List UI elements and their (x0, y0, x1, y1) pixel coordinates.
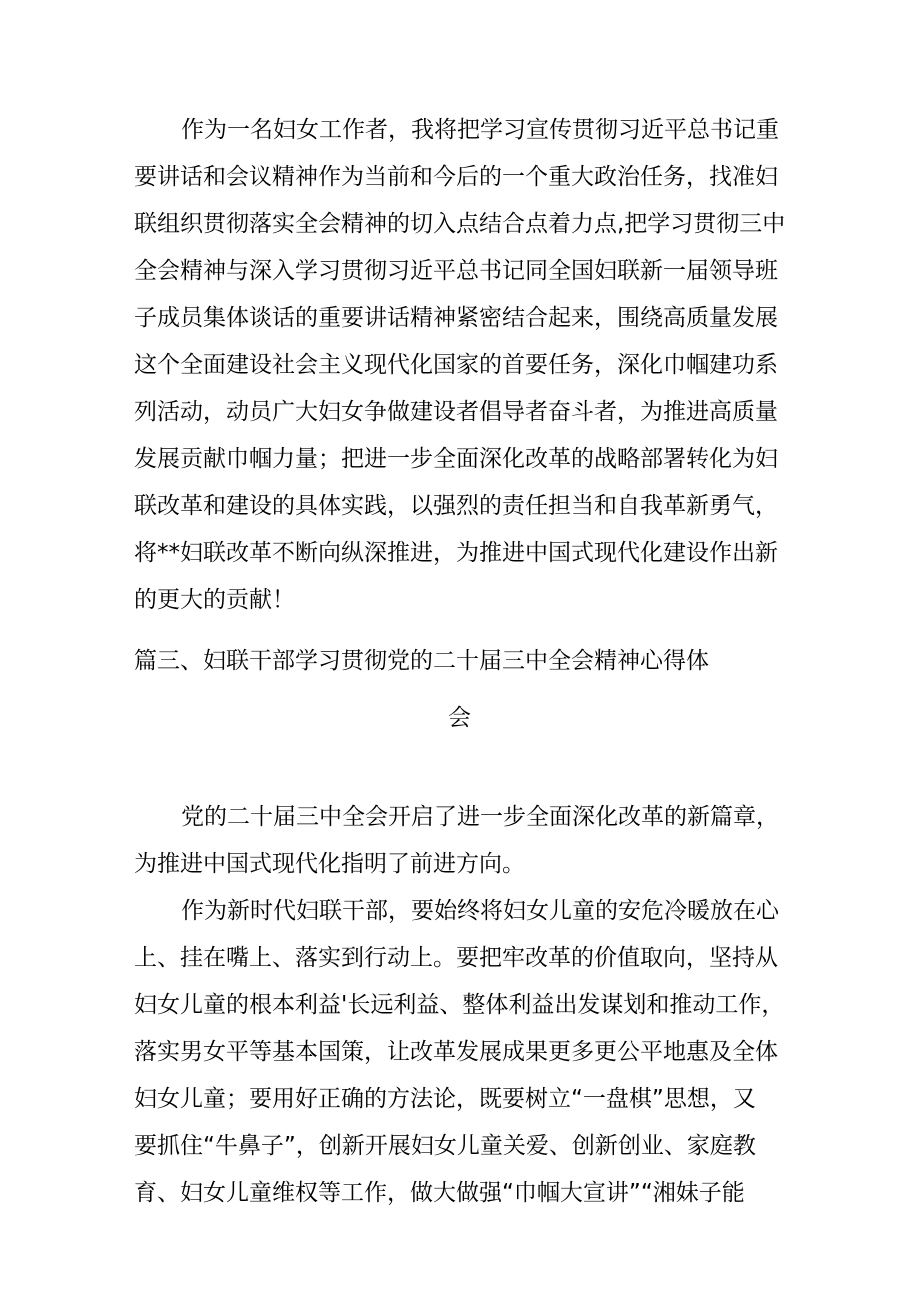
paragraph-line: 要抓住“牛鼻子”，创新开展妇女儿童关爱、创新创业、家庭教 (134, 1133, 756, 1159)
paragraph-line: 妇女儿童的根本利益'长远利益、整体利益出发谋划和推动工作， (134, 992, 785, 1018)
paragraph-line: 的更大的贡献！ (134, 587, 295, 613)
paragraph-line: 党的二十届三中全会开启了进一步全面深化改革的新篇章， (181, 804, 779, 830)
heading-line: 篇三、妇联干部学习贯彻党的二十届三中全会精神心得体 (134, 648, 709, 674)
paragraph-line: 落实男女平等基本国策，让改革发展成果更多更公平地惠及全体 (134, 1039, 778, 1065)
paragraph-line: 子成员集体谈话的重要讲话精神紧密结合起来，围绕高质量发展 (134, 305, 778, 331)
paragraph-line: 上、挂在嘴上、落实到行动上。要把牢改革的价值取向，坚持从 (134, 945, 778, 971)
paragraph-line: 妇女儿童；要用好正确的方法论，既要树立“一盘棋”思想，又 (134, 1086, 756, 1112)
paragraph-line: 这个全面建设社会主义现代化国家的首要任务，深化巾帼建功系 (134, 352, 778, 378)
paragraph-line: 育、妇女儿童维权等工作，做大做强“巾帼大宣讲”“湘妹子能 (134, 1180, 745, 1206)
paragraph-line: 联组织贯彻落实全会精神的切入点结合点着力点,把学习贯彻三中 (134, 211, 786, 237)
paragraph-line: 作为新时代妇联干部，要始终将妇女儿童的安危冷暖放在心 (181, 898, 779, 924)
paragraph-line: 全会精神与深入学习贯彻习近平总书记同全国妇联新一届领导班 (134, 258, 778, 284)
paragraph-line: 将**妇联改革不断向纵深推进，为推进中国式现代化建设作出新 (134, 540, 778, 566)
heading-line: 会 (448, 705, 471, 731)
paragraph-line: 要讲话和会议精神作为当前和今后的一个重大政治任务，找准妇 (134, 164, 778, 190)
paragraph-line: 作为一名妇女工作者，我将把学习宣传贯彻习近平总书记重 (181, 117, 779, 143)
paragraph-line: 联改革和建设的具体实践，以强烈的责任担当和自我革新勇气， (134, 493, 778, 519)
paragraph-line: 列活动，动员广大妇女争做建设者倡导者奋斗者，为推进高质量 (134, 399, 778, 425)
paragraph-line: 为推进中国式现代化指明了前进方向。 (134, 851, 525, 877)
paragraph-line: 发展贡献巾帼力量；把进一步全面深化改革的战略部署转化为妇 (134, 446, 778, 472)
